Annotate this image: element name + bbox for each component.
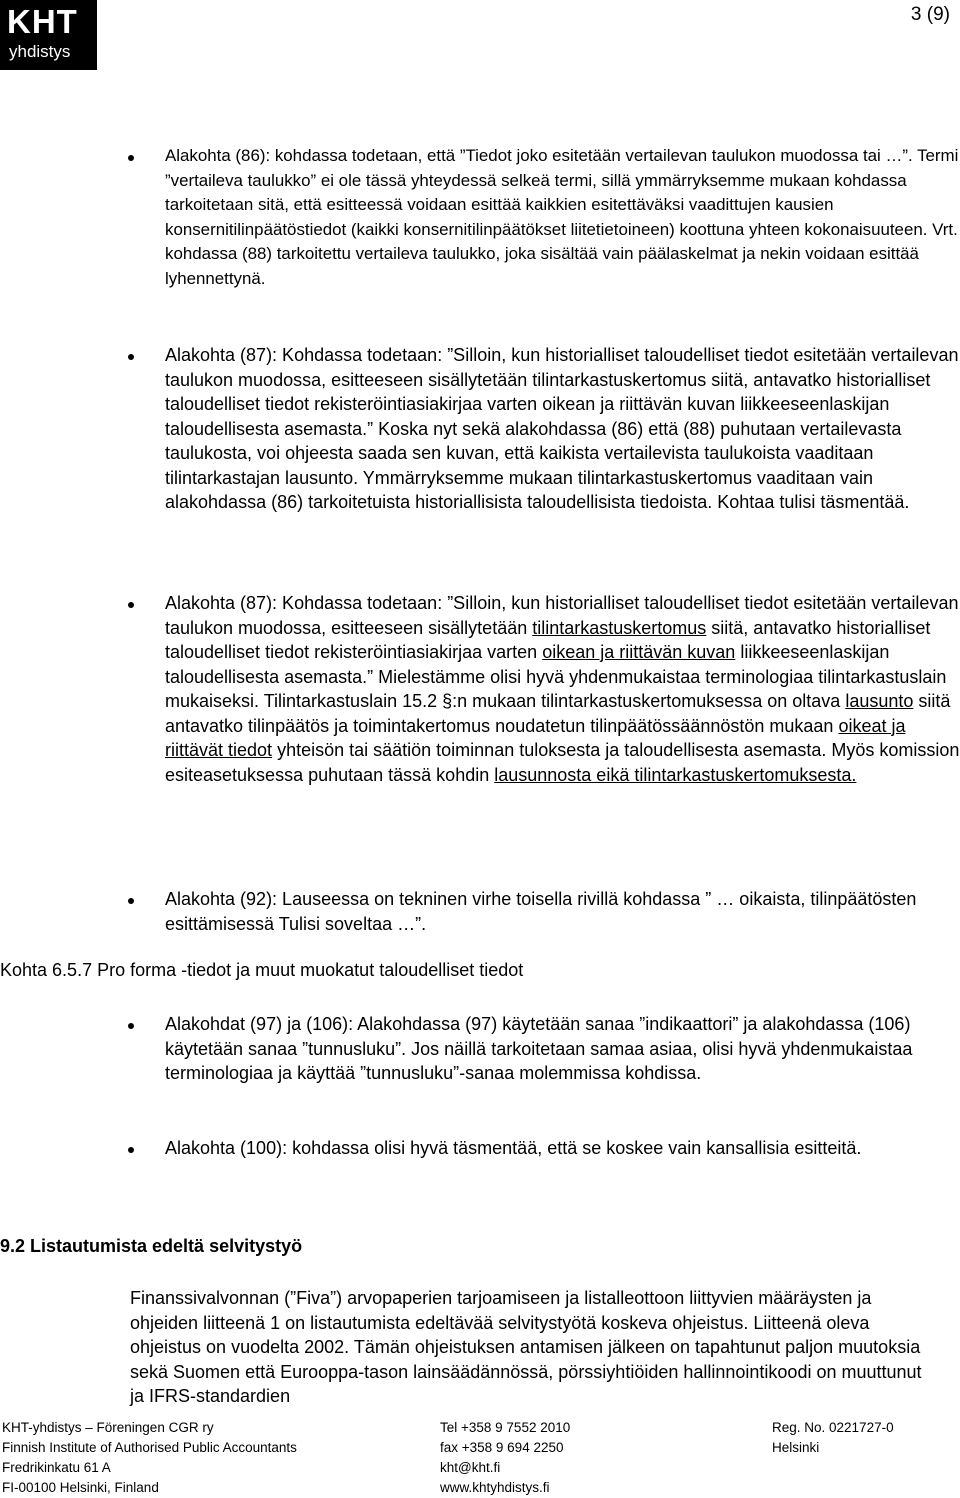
logo-kht-text: KHT <box>7 3 78 40</box>
kht-logo <box>0 0 97 70</box>
logo-yhdistys-text: yhdistys <box>9 42 71 61</box>
bullet-item-97-106 <box>165 1012 960 1086</box>
bullet-dot <box>128 1023 134 1029</box>
bullet-dot <box>128 898 134 904</box>
footer-phone: Tel +358 9 7552 2010 <box>440 1420 571 1435</box>
bullet-dot <box>128 602 134 608</box>
bullet-text-2: siitä, antavatko historialliset taloudelliset tiedot rekisteröintiasiakirjaa varten <box>165 617 931 662</box>
footer-fax: fax +358 9 694 2250 <box>440 1440 564 1455</box>
section-paragraph: Finanssivalvonnan (”Fiva”) arvopaperien tarjoamiseen ja listalleottoon liittyvien määräysten ja ohjeiden liitteenä 1 on listautumista edeltävää selvitystyötä koskeva ohjeistus. Liitteenä oleva ohjeistus on vuodelta 2002. Tämän ohjeistuksen antamisen jälkeen on tapahtunut paljon muutoksia sekä Suomen että Eurooppa-tason lainsäädännössä, pörssiyhtiöiden hallinnointikoodi on muuttunut ja IFRS-standardien <box>130 1288 922 1406</box>
section-heading-92: 9.2 Listautumista edeltä selvitystyö <box>0 1236 303 1256</box>
footer-city: FI-00100 Helsinki, Finland <box>2 1480 159 1495</box>
bullet-item-86 <box>165 144 960 291</box>
bullet-item-87b <box>165 591 960 787</box>
underlined-term-3: lausunto <box>845 691 914 711</box>
section-heading-657: Kohta 6.5.7 Pro forma -tiedot ja muut muokatut taloudelliset tiedot <box>0 960 524 980</box>
bullet-text: Alakohta (86): kohdassa todetaan, että ”Tiedot joko esitetään vertailevan taulukon muodossa tai …”. Termi ”vertaileva taulukko” ei ole tässä yhteydessä selkeä termi, sillä ymmärryksemme mukaan kohdassa tarkoitetaan sitä, että esitteessä voidaan esittää kaikkien esitettäväksi vaadittujen kausien konsernitilinpäätöstiedot (kaikki konsernitilinpäätökset liitetietoineen) koottuna yhteen kokonaisuuteen. Vrt. kohdassa (88) tarkoitettu vertaileva taulukko, joka sisältää vain päälaskelmat ja nekin voidaan esittää lyhennettynä. <box>165 146 959 288</box>
underlined-term-4: oikeat ja riittävät tiedot <box>165 715 906 760</box>
footer-org-name: KHT-yhdistys – Föreningen CGR ry <box>2 1420 214 1435</box>
bullet-text-3: liikkeeseenlaskijan taloudellisesta asemasta.” Mielestämme olisi hyvä yhdenmukaistaa terminologiaa tilintarkastuslain mukaiseksi. Tilintarkastuslain 15.2 §:n mukaan tilintarkastuskertomuksessa on oltava <box>165 642 947 711</box>
bullet-item-100 <box>165 1136 960 1161</box>
bullet-item-92 <box>165 887 960 936</box>
footer-reg-city: Helsinki <box>772 1440 820 1455</box>
bullet-text-5: yhteisön tai säätiön toiminnan tuloksesta ja taloudellisesta asemasta. Myös komission esiteasetuksessa puhutaan tässä kohdin <box>165 740 960 785</box>
bullet-text: Alakohta (92): Lauseessa on tekninen virhe toisella rivillä kohdassa ” … oikaista, tilinpäätösten esittämisessä Tulisi soveltaa …”. <box>165 889 917 934</box>
bullet-text: Alakohta (87): Kohdassa todetaan: ”Silloin, kun historialliset taloudelliset tiedot esitetään vertailevan taulukon muodossa, esitteeseen sisällytetään tilintarkastuskertomus siitä, antavatko historialliset taloudelliset tiedot rekisteröintiasiakirjaa varten oikean ja riittävän kuvan liikkeeseenlaskijan taloudellisesta asemasta.” Koska nyt sekä alakohdassa (86) että (88) puhutaan vertailevasta taulukosta, voi ohjeesta saada sen kuvan, että kaikista vertailevista taulukoista vaaditaan tilintarkastajan lausunto. Ymmärryksemme mukaan tilintarkastuskertomus vaaditaan vain alakohdassa (86) tarkoitetuista historiallisista taloudellisista tiedoista. Kohtaa tulisi täsmentää. <box>165 345 959 512</box>
footer-address-column <box>2 1418 297 1498</box>
footer-email: kht@kht.fi <box>440 1460 501 1475</box>
underlined-term-2: oikean ja riittävän kuvan <box>542 642 736 662</box>
bullet-item-87a <box>165 343 960 515</box>
footer-street: Fredrikinkatu 61 A <box>2 1460 111 1475</box>
footer-contact-column <box>440 1418 570 1498</box>
bullet-text-1: Alakohta (87): Kohdassa todetaan: ”Silloin, kun historialliset taloudelliset tiedot esitetään vertailevan taulukon muodossa, esitteeseen sisällytetään <box>165 593 959 638</box>
page-number: 3 (9) <box>910 4 950 25</box>
underlined-term-1: tilintarkastuskertomus <box>532 617 707 638</box>
footer-org-english: Finnish Institute of Authorised Public Accountants <box>2 1440 297 1455</box>
bullet-text: Alakohta (100): kohdassa olisi hyvä täsmentää, että se koskee vain kansallisia esitteitä. <box>165 1138 862 1158</box>
bullet-dot <box>128 1147 134 1153</box>
page-footer <box>0 1418 960 1498</box>
footer-reg-no: Reg. No. 0221727-0 <box>772 1420 894 1435</box>
underlined-term-5: lausunnosta eikä tilintarkastuskertomuksesta. <box>494 764 857 785</box>
bullet-text: Alakohdat (97) ja (106): Alakohdassa (97) käytetään sanaa ”indikaattori” ja alakohdassa (106) käytetään sanaa ”tunnusluku”. Jos näillä tarkoitetaan samaa asiaa, olisi hyvä yhdenmukaistaa terminologiaa ja käyttää ”tunnusluku”-sanaa molemmissa kohdissa. <box>165 1014 913 1083</box>
bullet-dot <box>128 354 134 360</box>
bullet-text-4: siitä antavatko tilinpäätös ja toimintakertomus noudatetun tilinpäätössäännöstön mukaan <box>165 691 951 736</box>
footer-website: www.khtyhdistys.fi <box>440 1480 550 1495</box>
footer-registration-column <box>772 1418 894 1458</box>
bullet-dot <box>128 155 134 161</box>
